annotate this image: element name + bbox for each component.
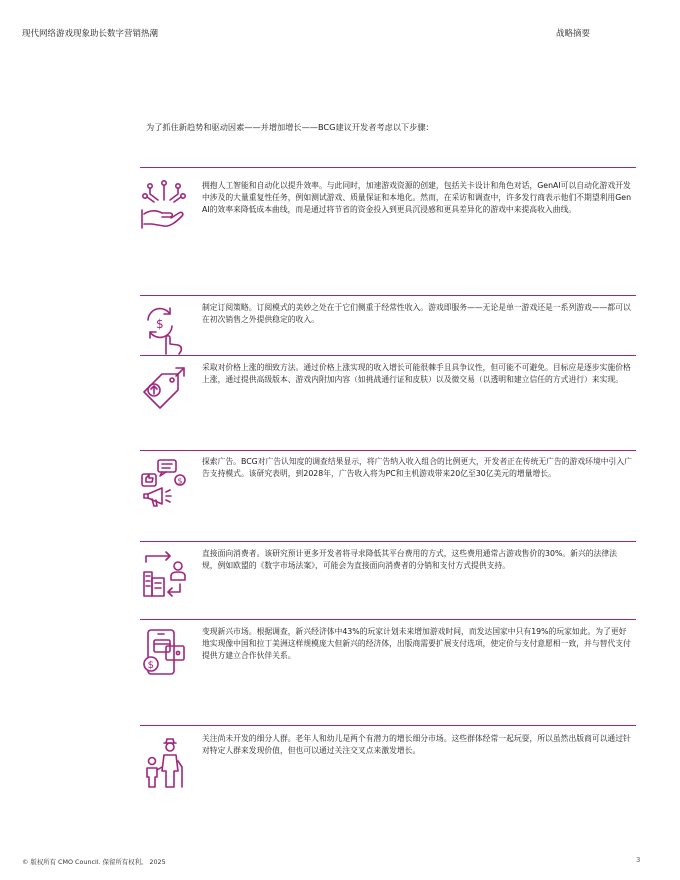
item-1-text: 拥抱人工智能和自动化以提升效率。与此同时，加速游戏资源的创建，包括关卡设计和角色对话，GenAI可以自动化游戏开发中涉及的大量重复性任务，例如测试游戏、质量保证和本地化。然而，在采访和调查中，许多发行商表示他们不期望利用GenAI的效率来降低成本曲线，而是通过将节省的资金投入到更具沉浸感和更具差异化的游戏中来提高收入曲线。 — [202, 181, 632, 214]
svg-text:$: $ — [156, 317, 164, 331]
elderly-and-child-icon — [140, 737, 188, 789]
item-5-text: 直接面向消费者。该研究预计更多开发者将寻求降低其平台费用的方式，这些费用通常占游戏售价的30%。新兴的法律法规，例如欧盟的《数字市场法案》，可能会为直接面向消费者的分销和支付方式提供支持。 — [202, 549, 617, 570]
page-header-title: 现代网络游戏现象助长数字营销热潮 — [22, 29, 159, 39]
item-6-text: 变现新兴市场。根据调查，新兴经济体中43%的玩家计划未来增加游戏时间，而发达国家中只有19%的玩家如此。为了更好地实现像中国和拉丁美洲这样规模庞大但新兴的经济体，出版商需要扩展支付选项，使定价与支付意愿相一致，并与替代支付提供方建立合作伙伴关系。 — [202, 627, 631, 660]
divider-6 — [140, 619, 636, 620]
item-4-text: 探索广告。BCG对广告认知度的调查结果显示，将广告纳入收入组合的比例更大，开发者正在传统无广告的游戏环境中引入广告支持模式。该研究表明，到2028年，广告收入将为PC和主机游戏带来20亿至30亿美元的增量增长。 — [202, 457, 632, 478]
item-3-text: 采取对价格上涨的细致方法。通过价格上涨实现的收入增长可能很棘手且具争议性，但可能不可避免。目标应是逐步实施价格上涨，通过提供高级版本、游戏内附加内容（如挑战通行证和皮肤）以及微交易（以透明和建立信任的方式进行）来实现。 — [202, 363, 631, 384]
divider-2 — [140, 295, 636, 296]
ai-automation-hand-icon — [140, 180, 188, 232]
divider-1 — [140, 167, 636, 168]
price-tag-increase-icon — [140, 364, 188, 416]
page-header-section: 战略摘要 — [556, 29, 591, 39]
item-2-text: 制定订阅策略。订阅模式的美妙之处在于它们侧重于经常性收入。游戏即服务——无论是单一游戏还是一系列游戏——都可以在初次销售之外提供稳定的收入。 — [202, 303, 631, 324]
advertising-megaphone-icon — [140, 458, 188, 510]
item-7-text: 关注尚未开发的细分人群。老年人和幼儿是两个有潜力的增长细分市场。这些群体经常一起玩耍，所以虽然出版商可以通过针对特定人群来发现价值，但也可以通过关注交叉点来激发增长。 — [202, 734, 631, 755]
svg-text:$: $ — [177, 476, 183, 486]
mobile-payment-icon — [140, 626, 188, 678]
intro-text: 为了抓住新趋势和驱动因素——并增加增长——BCG建议开发者考虑以下步骤： — [146, 122, 434, 132]
divider-4 — [140, 450, 636, 451]
divider-7 — [140, 725, 636, 726]
divider-3 — [140, 355, 636, 356]
direct-to-consumer-icon — [140, 548, 188, 600]
subscription-refresh-icon — [140, 304, 188, 356]
footer-copyright: © 版权所有 CMO Council. 保留所有权利。 2025 — [22, 858, 166, 866]
page-number: 3 — [636, 856, 641, 864]
divider-5 — [140, 541, 636, 542]
svg-text:$: $ — [147, 660, 154, 671]
